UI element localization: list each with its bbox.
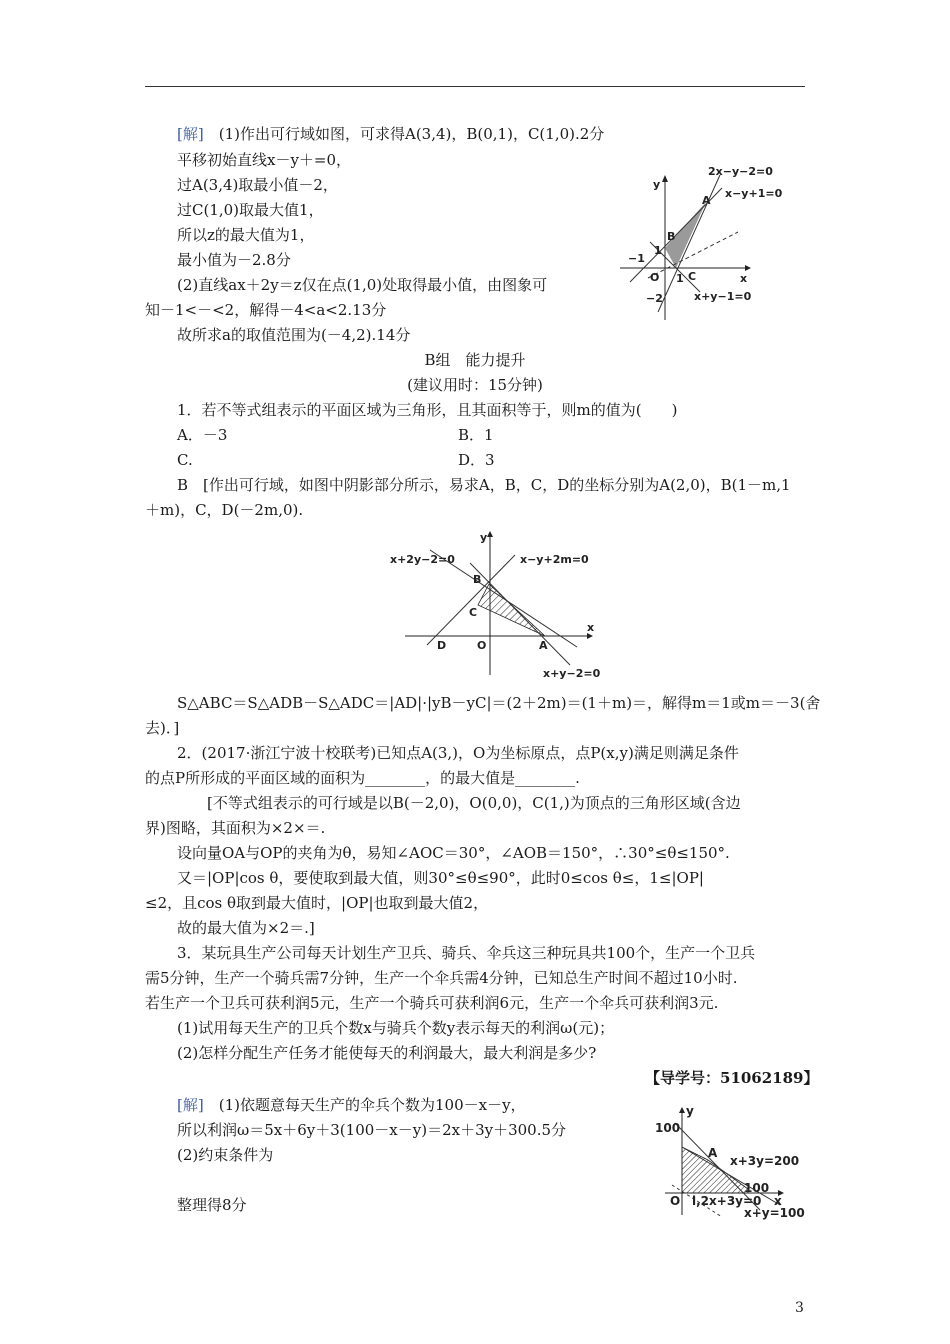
fig1-label-line2: x−y+1=0 bbox=[725, 187, 783, 200]
section-title: B组 能力提升 bbox=[424, 351, 526, 369]
fig1-label-B: B bbox=[667, 230, 676, 243]
figure-feasible-region-2 bbox=[385, 525, 600, 685]
q2-answer-line-1: [不等式组表示的可行域是以B(－2,0)，O(0,0)，C(1,)为顶点的三角形区域(含边 bbox=[207, 794, 741, 812]
fig1-label-one-x: 1 bbox=[676, 272, 684, 285]
fig2-feasible-region bbox=[478, 584, 545, 636]
prev-solution-line-6: 最小值为－2.8分 bbox=[177, 251, 291, 269]
solution-tag: [解] bbox=[177, 125, 204, 143]
q2-answer-line-6: 故的最大值为×2＝.] bbox=[177, 919, 315, 937]
q1-option-d: D．3 bbox=[458, 451, 495, 469]
section-time: (建议用时：15分钟) bbox=[407, 376, 543, 394]
q3-solution-text-1: (1)依题意每天生产的伞兵个数为100－x－y， bbox=[218, 1096, 526, 1114]
fig3-label-O: O bbox=[670, 1194, 681, 1208]
q1-option-b: B．1 bbox=[458, 426, 494, 444]
q3-solution-line-2: 所以利润ω＝5x＋6y＋3(100－x－y)＝2x＋3y＋300.5分 bbox=[177, 1121, 567, 1139]
fig2-y-arrow bbox=[487, 531, 493, 537]
prev-solution-line-1 bbox=[177, 124, 604, 144]
fig1-label-line3: x+y−1=0 bbox=[694, 290, 752, 303]
q3-part-1: (1)试用每天生产的卫兵个数x与骑兵个数y表示每天的利润ω(元)； bbox=[177, 1019, 615, 1037]
q2-answer-line-4: 又＝|OP|cos θ，要使取到最大值，则30°≤θ≤90°，此时0≤cos θ≤，1≤|OP| bbox=[177, 869, 704, 887]
fig1-label-A: A bbox=[702, 194, 711, 207]
fig3-label-line1: x+3y=200 bbox=[730, 1154, 800, 1168]
fig3-label-A: A bbox=[708, 1146, 718, 1160]
fig1-label-one-y: 1 bbox=[654, 244, 662, 257]
fig1-x-arrow bbox=[745, 265, 751, 271]
q3-guide-number: 【导学号：51062189】 bbox=[645, 1069, 819, 1087]
fig3-label-y: y bbox=[686, 1105, 694, 1118]
fig2-label-y: y bbox=[480, 531, 488, 544]
prev-solution-line-5: 所以z的最大值为1， bbox=[177, 226, 315, 244]
fig3-label-line3: x+y=100 bbox=[744, 1206, 805, 1220]
fig1-label-y: y bbox=[653, 178, 661, 191]
fig2-label-x: x bbox=[587, 621, 595, 634]
fig3-label-line2: l,2x+3y=0 bbox=[692, 1194, 762, 1208]
q3-stem-line-1: 3．某玩具生产公司每天计划生产卫兵、骑兵、伞兵这三种玩具共100个，生产一个卫兵 bbox=[177, 944, 756, 962]
q3-solution-line-1 bbox=[177, 1095, 526, 1115]
prev-solution-text-1: (1)作出可行域如图，可求得A(3,4)，B(0,1)，C(1,0).2分 bbox=[218, 125, 605, 143]
fig2-label-B: B bbox=[473, 573, 482, 586]
fig2-label-A: A bbox=[539, 639, 548, 652]
q1-option-c: C. bbox=[177, 451, 193, 469]
q2-answer-line-2: 界)图略，其面积为×2×＝. bbox=[145, 819, 326, 837]
prev-solution-line-4: 过C(1,0)取最大值1， bbox=[177, 201, 324, 219]
fig1-label-C: C bbox=[688, 270, 697, 283]
q1-answer-line-2: ＋m)，C，D(－2m,0). bbox=[145, 501, 304, 519]
q1-calc-line-1: S△ABC＝S△ADB－S△ADC＝|AD|·|yB－yC|＝(2＋2m)＝(1＋m)＝，解得m＝1或m＝－3(舍 bbox=[177, 694, 821, 712]
q2-answer-line-3: 设向量OA与OP的夹角为θ，易知∠AOC＝30°，∠AOB＝150°，∴30°≤θ≤150°. bbox=[177, 844, 730, 862]
fig2-label-line3: x+y−2=0 bbox=[543, 667, 600, 680]
q3-part-2: (2)怎样分配生产任务才能使每天的利润最大，最大利润是多少? bbox=[177, 1044, 597, 1062]
fig3-label-x: x bbox=[774, 1194, 782, 1208]
q2-answer-line-5: ≤2，且cos θ取到最大值时，|OP|也取到最大值2， bbox=[145, 894, 489, 912]
fig2-label-line2: x−y+2m=0 bbox=[520, 553, 589, 566]
figure-feasible-region-3 bbox=[650, 1105, 805, 1220]
q2-stem-line-2: 的点P所形成的平面区域的面积为________，的最大值是________. bbox=[145, 769, 580, 787]
q2-stem-line-1: 2．(2017·浙江宁波十校联考)已知点A(3,)，O为坐标原点，点P(x,y)满足则满足条件 bbox=[177, 744, 739, 762]
q3-stem-line-2: 需5分钟，生产一个骑兵需7分钟，生产一个伞兵需4分钟，已知总生产时间不超过10小时. bbox=[145, 969, 738, 987]
fig1-label-neg1: −1 bbox=[628, 252, 645, 265]
fig3-label-x100: 100 bbox=[744, 1181, 770, 1195]
header-rule bbox=[145, 86, 805, 87]
fig3-y-arrow bbox=[679, 1107, 685, 1113]
page-number: 3 bbox=[795, 1300, 804, 1316]
fig1-label-x: x bbox=[740, 272, 748, 285]
q1-calc-line-2: 去)．] bbox=[145, 719, 180, 737]
fig2-label-line1: x+2y−2=0 bbox=[390, 553, 455, 566]
q3-solution-line-4: 整理得8分 bbox=[177, 1196, 247, 1214]
prev-solution-line-8: 知－1<－<2，解得－4<a<2.13分 bbox=[145, 301, 387, 319]
fig2-label-C: C bbox=[469, 606, 478, 619]
figure-feasible-region-1 bbox=[610, 160, 805, 325]
q1-stem: 1．若不等式组表示的平面区域为三角形，且其面积等于，则m的值为( ) bbox=[177, 401, 678, 419]
fig1-label-line1: 2x−y−2=0 bbox=[708, 165, 773, 178]
prev-solution-line-9: 故所求a的取值范围为(－4,2).14分 bbox=[177, 326, 411, 344]
q1-option-a: A．－3 bbox=[177, 426, 228, 444]
fig1-y-arrow bbox=[662, 175, 668, 182]
prev-solution-line-3: 过A(3,4)取最小值－2， bbox=[177, 176, 338, 194]
fig2-label-D: D bbox=[437, 639, 447, 652]
prev-solution-line-7: (2)直线ax＋2y＝z仅在点(1,0)处取得最小值，由图象可 bbox=[177, 276, 548, 294]
q3-solution-line-3: (2)约束条件为 bbox=[177, 1146, 274, 1164]
fig3-label-y100: 100 bbox=[655, 1121, 681, 1135]
fig1-label-neg2: −2 bbox=[646, 292, 663, 305]
fig2-label-O: O bbox=[477, 639, 487, 652]
q3-solution-tag: [解] bbox=[177, 1096, 204, 1114]
prev-solution-line-2: 平移初始直线x－y＋=0， bbox=[177, 151, 352, 169]
fig1-label-O: O bbox=[650, 271, 660, 284]
q1-answer-line-1: B [作出可行域，如图中阴影部分所示，易求A，B，C，D的坐标分别为A(2,0)，B(1－m,1 bbox=[177, 476, 791, 494]
q3-stem-line-3: 若生产一个卫兵可获利润5元，生产一个骑兵可获利润6元，生产一个伞兵可获利润3元. bbox=[145, 994, 719, 1012]
